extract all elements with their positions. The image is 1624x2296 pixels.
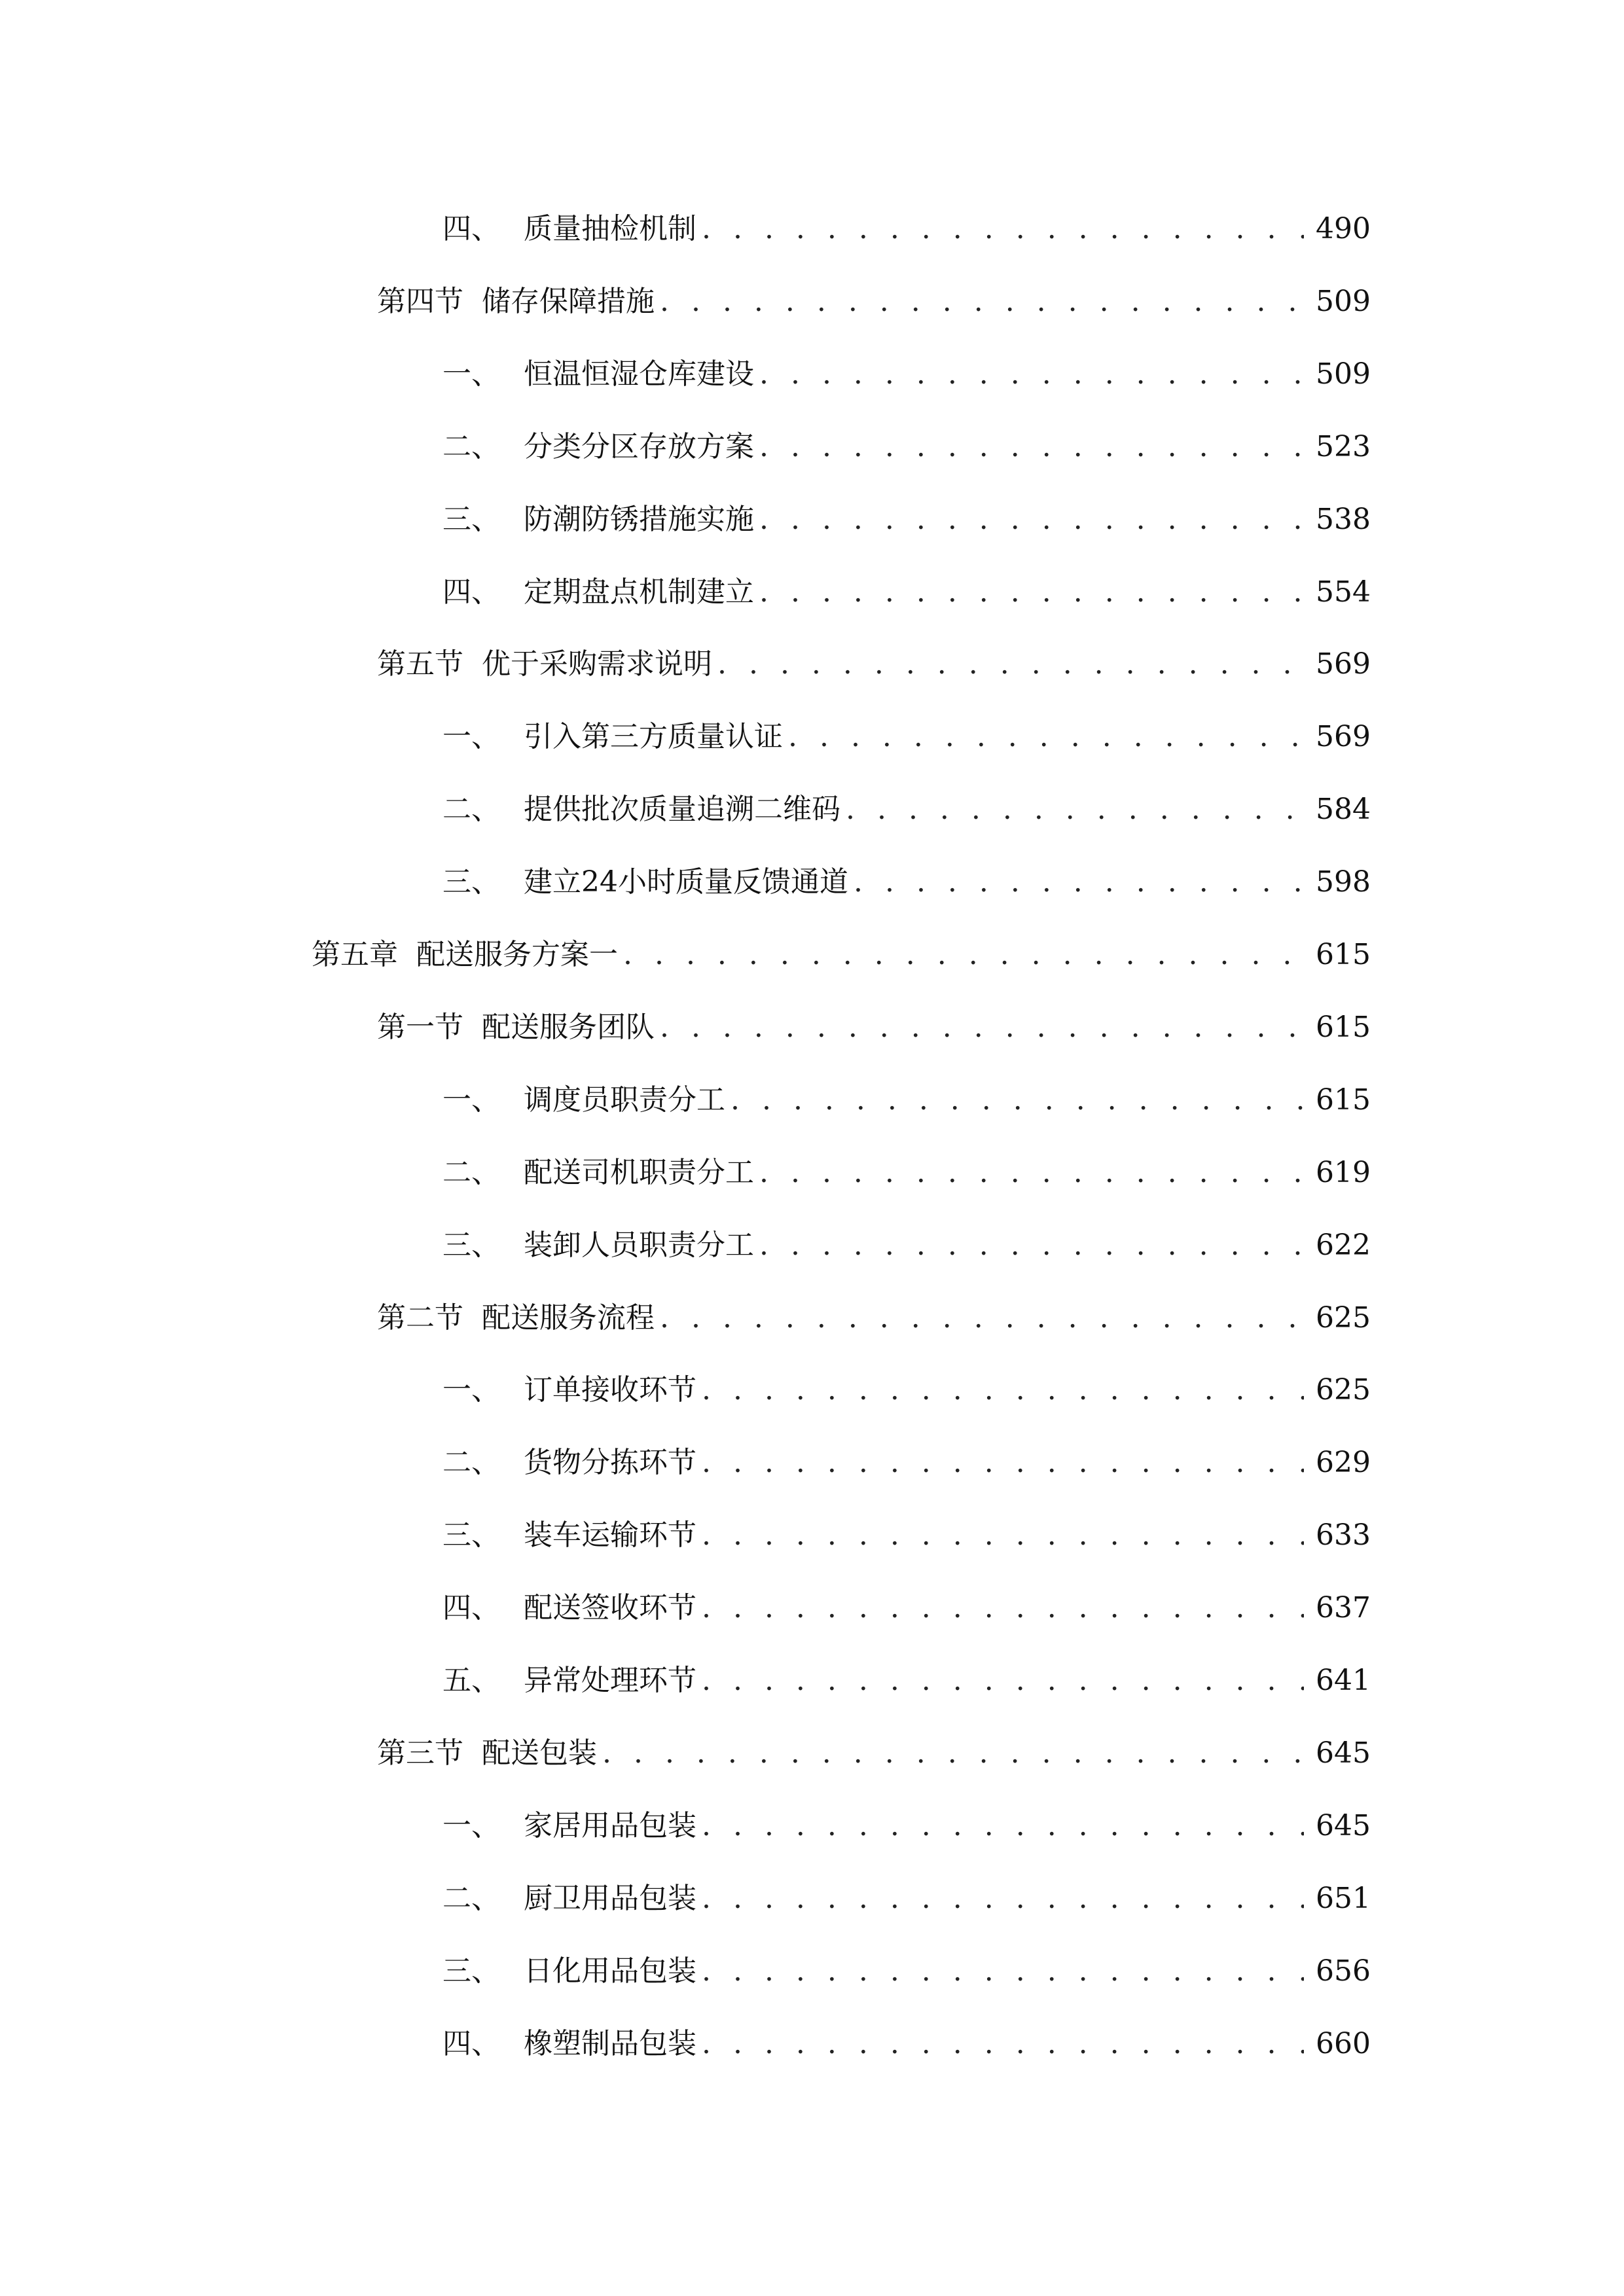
toc-entry[interactable] [442,1945,1371,1998]
toc-entry-page-number: 509 [1316,285,1371,318]
toc-entry-number: 一、 [442,357,500,391]
toc-entry-page-number: 633 [1316,1518,1371,1552]
toc-entry[interactable] [442,1219,1371,1272]
toc-entry-number: 四、 [442,1591,500,1624]
toc-entry-title: 分类分区存放方案 [524,430,754,463]
toc-entry[interactable] [377,1727,1371,1780]
toc-entry-page-number: 641 [1316,1664,1371,1697]
toc-entry-page-number: 615 [1316,938,1371,971]
toc-entry-number: 三、 [442,1229,500,1262]
toc-dot-leader [702,1509,1304,1562]
toc-entry[interactable] [442,1655,1371,1707]
toc-entry-title: 恒温恒湿仓库建设 [524,357,754,391]
toc-entry-title: 装卸人员职责分工 [524,1229,754,1262]
toc-entry-number: 二、 [442,793,500,826]
toc-entry-number: 二、 [442,1882,500,1915]
toc-dot-leader [660,276,1304,328]
toc-entry-page-number: 625 [1316,1373,1371,1407]
toc-entry-number: 三、 [442,1954,500,1988]
toc-entry-title: 配送服务流程 [482,1301,655,1335]
toc-entry-page-number: 637 [1316,1591,1371,1624]
toc-dot-leader [759,1147,1304,1199]
toc-entry-number: 二、 [442,1156,500,1189]
toc-entry-title: 配送签收环节 [524,1591,696,1624]
toc-entry-title: 质量抽检机制 [524,212,696,245]
toc-entry-page-number: 656 [1316,1954,1371,1988]
toc-entry-title: 优于采购需求说明 [482,647,712,681]
toc-entry-number: 一、 [442,1809,500,1842]
toc-dot-leader [759,348,1304,401]
toc-dot-leader [602,1727,1304,1780]
toc-entry-number: 四、 [442,2027,500,2060]
toc-entry-number: 一、 [442,720,500,753]
toc-entry-title: 防潮防锈措施实施 [524,503,754,536]
toc-entry-page-number: 651 [1316,1882,1371,1915]
toc-entry-number: 四、 [442,575,500,609]
toc-dot-leader [702,1800,1304,1852]
toc-entry-title: 提供批次质量追溯二维码 [524,793,840,826]
toc-dot-leader [731,1074,1304,1126]
toc-entry[interactable] [312,929,1371,981]
toc-dot-leader [660,1292,1304,1344]
toc-entry[interactable] [442,711,1371,763]
toc-entry[interactable] [442,2018,1371,2070]
toc-entry[interactable] [377,1001,1371,1054]
toc-dot-leader [660,1001,1304,1054]
toc-entry-page-number: 645 [1316,1736,1371,1770]
toc-dot-leader [702,1582,1304,1634]
toc-entry-number: 第三节 [377,1736,463,1770]
toc-dot-leader [702,1873,1304,1925]
toc-entry-page-number: 569 [1316,647,1371,681]
toc-entry-number: 三、 [442,503,500,536]
toc-entry-number: 四、 [442,212,500,245]
toc-entry[interactable] [442,1509,1371,1562]
toc-dot-leader [759,1219,1304,1272]
toc-entry-number: 第二节 [377,1301,463,1335]
toc-entry[interactable] [442,421,1371,473]
toc-entry[interactable] [442,1364,1371,1416]
toc-entry-page-number: 584 [1316,793,1371,826]
toc-entry-title: 配送服务方案一 [416,938,618,971]
toc-dot-leader [788,711,1304,763]
toc-entry[interactable] [442,1800,1371,1852]
toc-dot-leader [717,638,1304,691]
toc-entry-page-number: 598 [1316,865,1371,899]
toc-entry-number: 二、 [442,430,500,463]
toc-entry-title: 厨卫用品包装 [524,1882,696,1915]
toc-entry-page-number: 554 [1316,575,1371,609]
toc-entry-page-number: 660 [1316,2027,1371,2060]
toc-entry-title: 货物分拣环节 [524,1446,696,1479]
toc-entry[interactable] [442,856,1371,908]
toc-entry-title: 家居用品包装 [524,1809,696,1842]
toc-dot-leader [702,1437,1304,1489]
toc-entry-page-number: 622 [1316,1229,1371,1262]
toc-entry-number: 一、 [442,1083,500,1117]
toc-entry[interactable] [442,1873,1371,1925]
toc-entry-page-number: 615 [1316,1083,1371,1117]
toc-entry-page-number: 645 [1316,1809,1371,1842]
toc-entry[interactable] [442,1582,1371,1634]
toc-entry-number: 第五节 [377,647,463,681]
toc-entry-title: 配送包装 [482,1736,597,1770]
toc-entry-number: 第五章 [312,938,398,971]
toc-entry-number: 三、 [442,1518,500,1552]
toc-dot-leader [759,421,1304,473]
toc-entry-title: 调度员职责分工 [524,1083,725,1117]
toc-dot-leader [846,783,1304,836]
toc-entry-number: 第四节 [377,285,463,318]
toc-entry-page-number: 538 [1316,503,1371,536]
toc-entry[interactable] [442,1147,1371,1199]
toc-entry-title: 建立24小时质量反馈通道 [524,865,848,899]
toc-entry-title: 订单接收环节 [524,1373,696,1407]
toc-entry-title: 异常处理环节 [524,1664,696,1697]
toc-entry-title: 引入第三方质量认证 [524,720,783,753]
toc-entry-title: 橡塑制品包装 [524,2027,696,2060]
toc-entry-page-number: 490 [1316,212,1371,245]
toc-dot-leader [702,1945,1304,1998]
toc-dot-leader [702,1655,1304,1707]
toc-entry-title: 日化用品包装 [524,1954,696,1988]
toc-entry[interactable] [442,783,1371,836]
toc-entry[interactable] [377,276,1371,328]
toc-entry-page-number: 629 [1316,1446,1371,1479]
toc-entry-title: 储存保障措施 [482,285,655,318]
toc-entry-title: 装车运输环节 [524,1518,696,1552]
toc-entry-number: 第一节 [377,1011,463,1044]
toc-dot-leader [702,2018,1304,2070]
toc-entry-page-number: 569 [1316,720,1371,753]
toc-entry-page-number: 619 [1316,1156,1371,1189]
toc-entry[interactable] [442,203,1371,255]
toc-entry-page-number: 509 [1316,357,1371,391]
toc-entry-page-number: 625 [1316,1301,1371,1335]
toc-entry-title: 定期盘点机制建立 [524,575,754,609]
toc-entry-number: 二、 [442,1446,500,1479]
toc-entry[interactable] [442,1437,1371,1489]
toc-dot-leader [759,493,1304,546]
toc-entry[interactable] [377,638,1371,691]
toc-dot-leader [854,856,1304,908]
toc-entry[interactable] [442,566,1371,619]
toc-entry[interactable] [442,493,1371,546]
toc-dot-leader [702,203,1304,255]
toc-entry-number: 三、 [442,865,500,899]
toc-entry[interactable] [377,1292,1371,1344]
toc-entry-title: 配送服务团队 [482,1011,655,1044]
toc-entry[interactable] [442,1074,1371,1126]
toc-dot-leader [623,929,1304,981]
toc-entry-number: 一、 [442,1373,500,1407]
toc-entry-page-number: 615 [1316,1011,1371,1044]
toc-entry-page-number: 523 [1316,430,1371,463]
toc-dot-leader [702,1364,1304,1416]
toc-entry-number: 五、 [442,1664,500,1697]
toc-dot-leader [759,566,1304,619]
toc-entry[interactable] [442,348,1371,401]
toc-entry-title: 配送司机职责分工 [524,1156,754,1189]
